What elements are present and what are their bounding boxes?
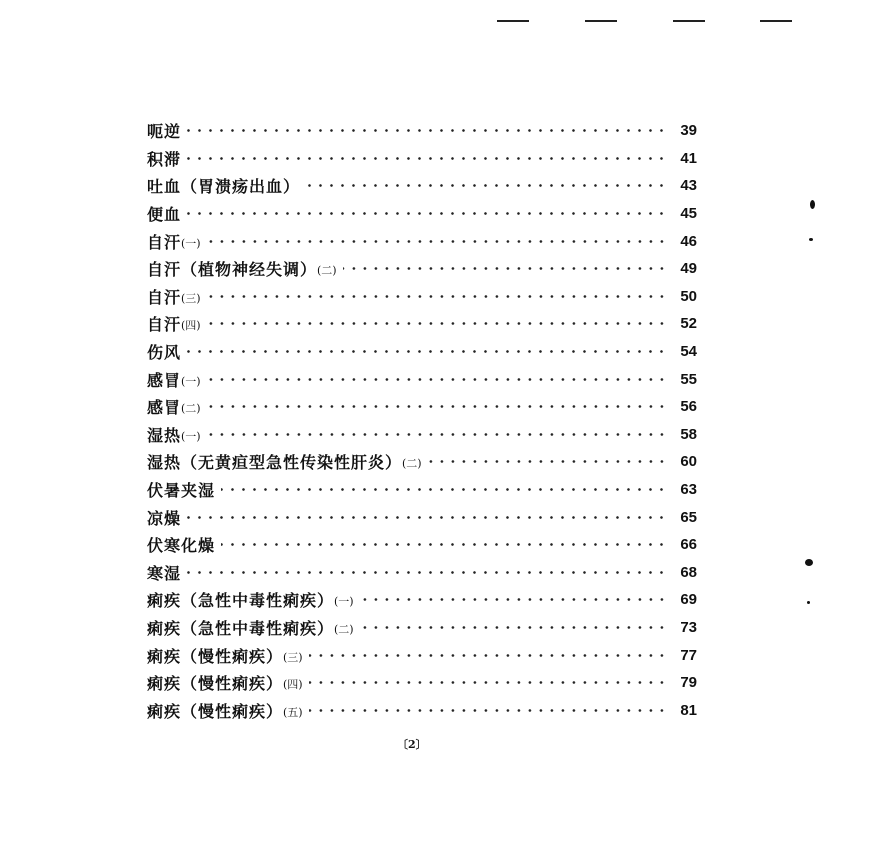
- toc-entry: [147, 172, 697, 200]
- dot-leader: [187, 350, 667, 353]
- page-number: 58: [680, 425, 697, 443]
- dot-leader: [309, 709, 667, 712]
- page-number: 56: [680, 398, 697, 416]
- entry-title: 痢疾（慢性痢疾）(四): [147, 674, 303, 694]
- dot-leader: [309, 681, 667, 684]
- entry-title: 自汗(四): [147, 315, 201, 335]
- entry-title: 感冒(二): [147, 398, 201, 418]
- toc-entry: [147, 393, 697, 421]
- page-number: 50: [680, 287, 697, 305]
- page-number: 66: [680, 536, 697, 554]
- page-number: 60: [680, 453, 697, 471]
- entry-title: 伏暑夹湿: [147, 481, 216, 501]
- entry-title: 便血: [147, 205, 182, 225]
- dot-leader: [187, 516, 667, 519]
- dot-leader: [428, 460, 667, 463]
- entry-title: 痢疾（急性中毒性痢疾）(一): [147, 591, 354, 611]
- dot-leader: [360, 598, 667, 601]
- toc-entry: [147, 696, 697, 724]
- entry-title: 自汗(一): [147, 232, 201, 252]
- dot-leader: [207, 322, 667, 325]
- page-number: 79: [680, 674, 697, 692]
- dot-leader: [187, 157, 667, 160]
- toc-entry: [147, 227, 697, 255]
- toc-entry: [147, 117, 697, 145]
- entry-title: 感冒(一): [147, 370, 201, 390]
- toc-entry: [147, 338, 697, 366]
- page-number: 54: [680, 343, 697, 361]
- toc-entry: [147, 586, 697, 614]
- toc-entry: [147, 669, 697, 697]
- page-number: 39: [680, 122, 697, 140]
- dot-leader: [207, 240, 667, 243]
- dot-leader: [187, 212, 667, 215]
- header-rule: [760, 20, 792, 22]
- entry-title: 寒湿: [147, 563, 182, 583]
- entry-title: 痢疾（慢性痢疾）(三): [147, 646, 303, 666]
- toc-entry: [147, 255, 697, 283]
- table-of-contents: [147, 117, 697, 724]
- page-number: 69: [680, 591, 697, 609]
- page-number: 49: [680, 260, 697, 278]
- page-number: 77: [680, 646, 697, 664]
- toc-entry: [147, 365, 697, 393]
- dot-leader: [309, 654, 667, 657]
- entry-title: 伤风: [147, 343, 182, 363]
- toc-entry: [147, 421, 697, 449]
- entry-title: 积滞: [147, 149, 182, 169]
- entry-title: 痢疾（急性中毒性痢疾）(二): [147, 618, 354, 638]
- toc-entry: [147, 531, 697, 559]
- scan-speck: [805, 559, 813, 566]
- toc-entry: [147, 145, 697, 173]
- entry-title: 呃逆: [147, 122, 182, 142]
- header-rule: [673, 20, 705, 22]
- dot-leader: [221, 543, 667, 546]
- page-number: 45: [680, 205, 697, 223]
- dot-leader: [187, 571, 667, 574]
- dot-leader: [360, 626, 667, 629]
- toc-entry: [147, 310, 697, 338]
- entry-title: 湿热（无黄疸型急性传染性肝炎）(二): [147, 453, 422, 473]
- page-number: 73: [680, 618, 697, 636]
- page-number: 63: [680, 481, 697, 499]
- toc-entry: [147, 283, 697, 311]
- toc-entry: [147, 448, 697, 476]
- toc-entry: [147, 200, 697, 228]
- entry-title: 自汗（植物神经失调）(二): [147, 260, 337, 280]
- page-number: 46: [680, 232, 697, 250]
- dot-leader: [343, 267, 667, 270]
- toc-entry: [147, 641, 697, 669]
- dot-leader: [207, 433, 667, 436]
- entry-title: 痢疾（慢性痢疾）(五): [147, 701, 303, 721]
- entry-title: 伏寒化燥: [147, 536, 216, 556]
- page-number: 65: [680, 508, 697, 526]
- toc-entry: [147, 614, 697, 642]
- dot-leader: [306, 184, 667, 187]
- scan-speck: [810, 200, 815, 209]
- dot-leader: [207, 378, 667, 381]
- dot-leader: [207, 405, 667, 408]
- entry-title: 吐血（胃溃疡出血）: [147, 177, 301, 197]
- toc-entry: [147, 476, 697, 504]
- entry-title: 湿热(一): [147, 425, 201, 445]
- dot-leader: [207, 295, 667, 298]
- dot-leader: [187, 129, 667, 132]
- page-number: 81: [680, 701, 697, 719]
- page-footer: 〔2〕: [397, 738, 427, 751]
- scan-speck: [807, 601, 810, 604]
- page-number: 55: [680, 370, 697, 388]
- scan-speck: [809, 238, 813, 241]
- dot-leader: [221, 488, 667, 491]
- page-number: 68: [680, 563, 697, 581]
- entry-title: 自汗(三): [147, 287, 201, 307]
- entry-title: 凉燥: [147, 508, 182, 528]
- page-number: 41: [680, 149, 697, 167]
- toc-entry: [147, 559, 697, 587]
- toc-entry: [147, 503, 697, 531]
- header-rule: [585, 20, 617, 22]
- header-rule: [497, 20, 529, 22]
- page-number: 43: [680, 177, 697, 195]
- page-number: 52: [680, 315, 697, 333]
